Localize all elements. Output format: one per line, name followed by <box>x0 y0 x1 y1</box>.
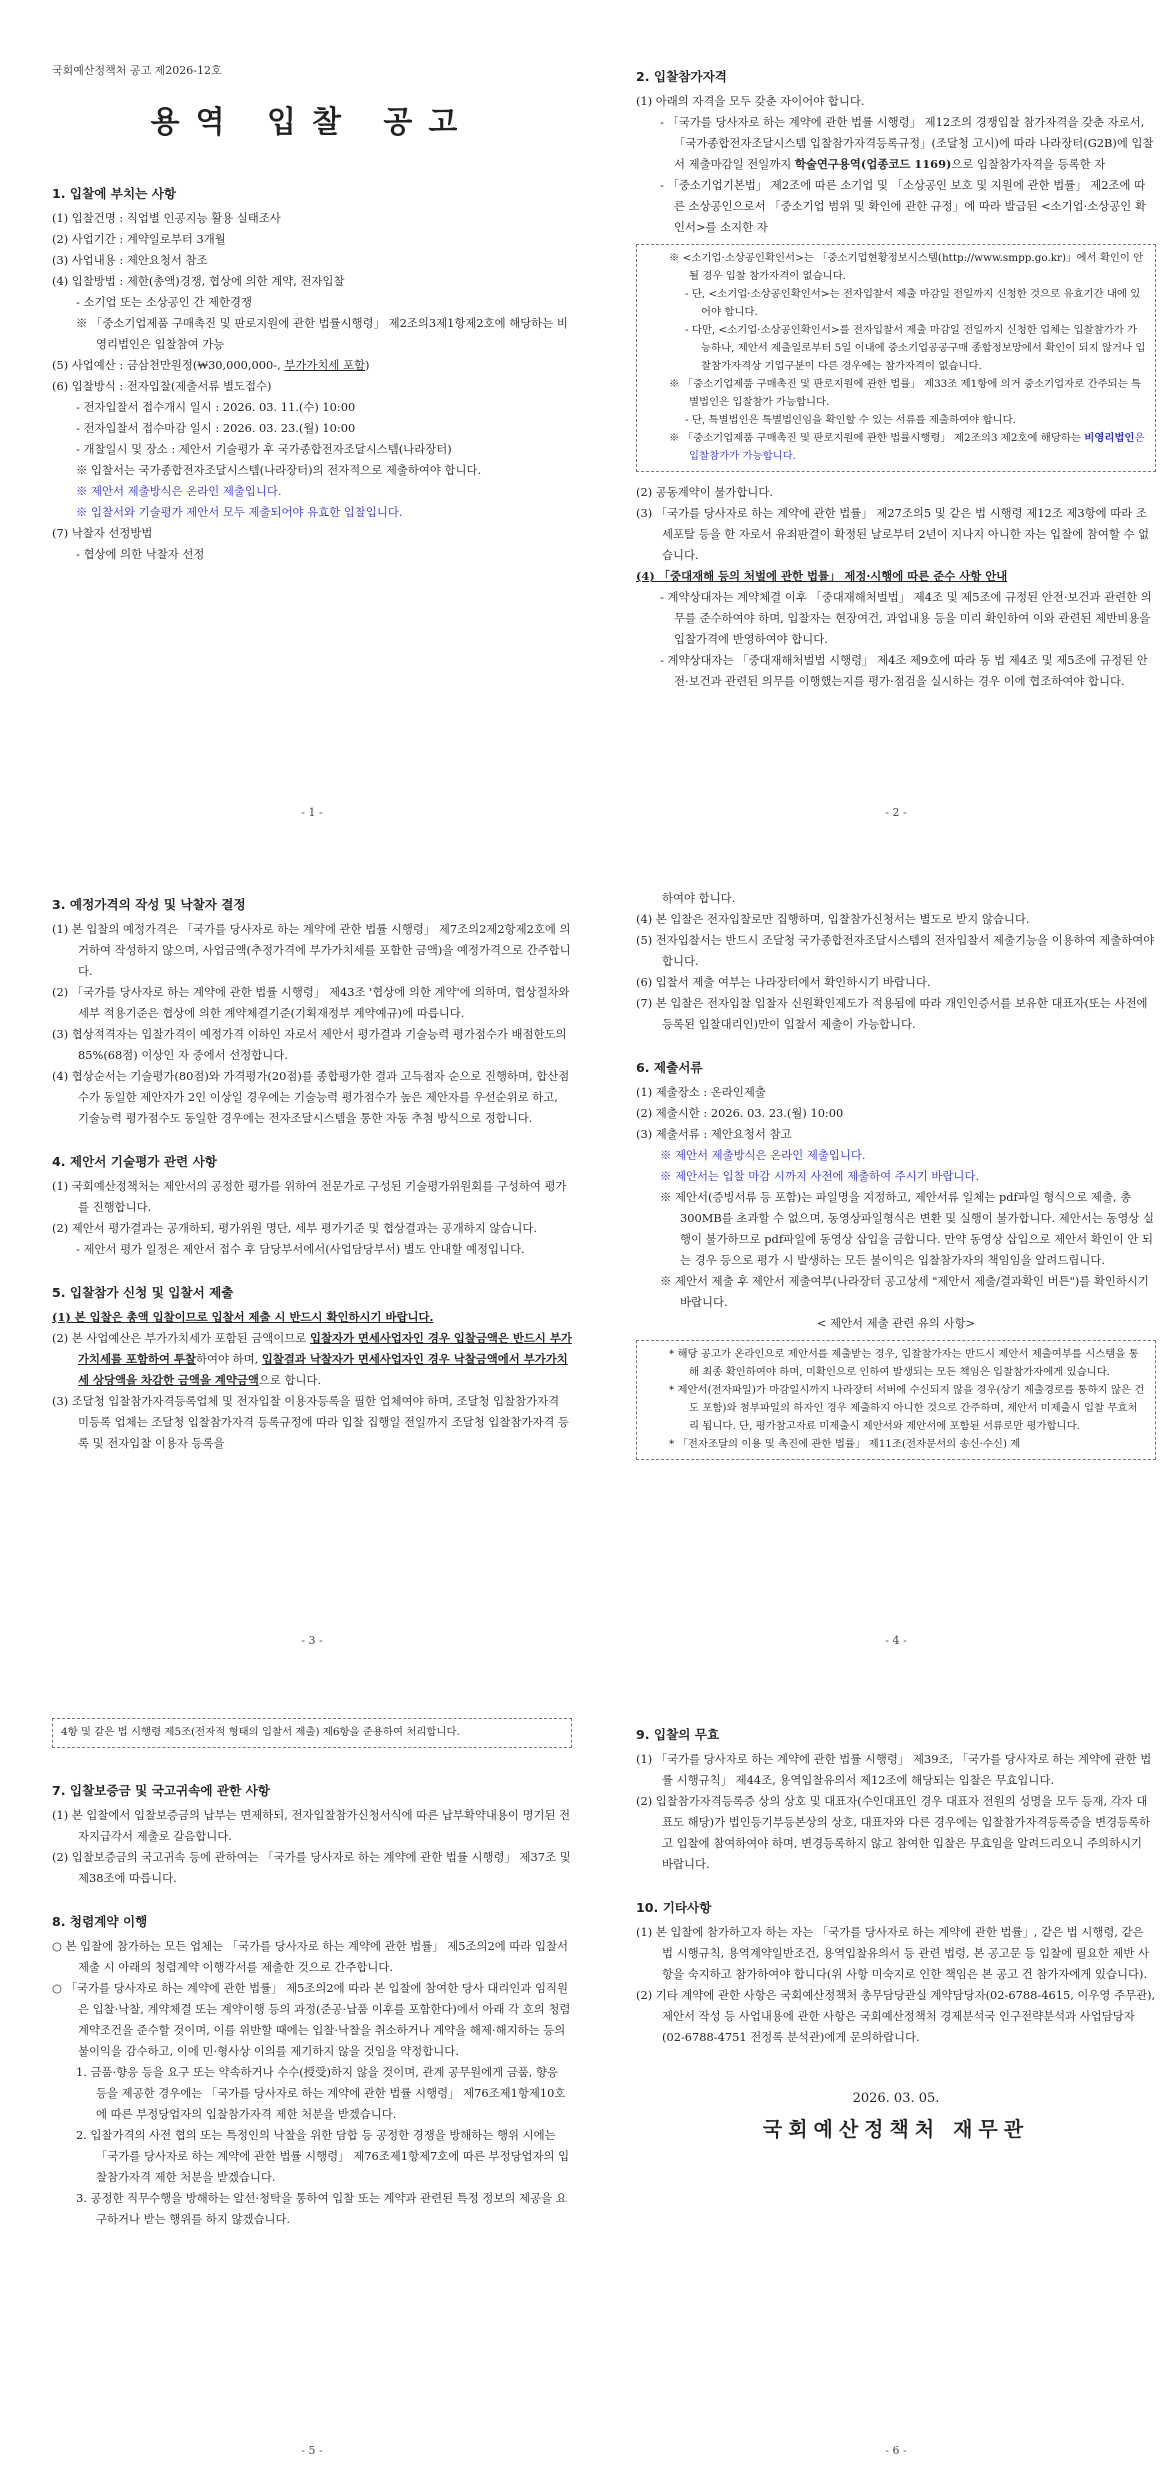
item-9-1: (1) 「국가를 당사자로 하는 계약에 관한 법률 시행령」 제39조, 「국가를 당사자로 하는 계약에 관한 법률 시행규칙」 제44조, 용역입찰유의서 제12조에 해당되는 입찰은 무효입니다. <box>636 1752 1152 1787</box>
nonprofit-end: 은 입찰참가가 가능합니다. <box>689 432 1145 462</box>
caution-3-continued: 4항 및 같은 법 시행령 제5조(전자적 형태의 입찰서 제출) 제6항을 준용하여 처리합니다. <box>61 1726 460 1738</box>
pledge-2: 2. 입찰가격의 사전 협의 또는 특정인의 낙찰을 위한 담합 등 공정한 경쟁을 방해하는 행위 시에는 「국가를 당사자로 하는 계약에 관한 법률 시행령」 제76조제1항제7호에 따른 부정당업자의 입찰참가자격 제한 처분을 받겠습니다. <box>76 2128 570 2184</box>
page-number: - 4 - <box>885 1634 907 1647</box>
section-3-heading: 3. 예정가격의 작성 및 낙찰자 결정 <box>52 897 246 912</box>
item-1-2: (2) 사업기간 : 계약일로부터 3개월 <box>52 232 226 246</box>
budget-text: (5) 사업예산 : 금삼천만원정(₩30,000,000-, <box>52 358 285 372</box>
item-8-1: ○ 본 입찰에 참가하는 모든 업체는 「국가를 당사자로 하는 계약에 관한 법률」 제5조의2에 따라 입찰서 제출 시 아래의 청렴계약 이행각서를 제출한 것으로 간주합니다. <box>52 1939 569 1974</box>
item-2-4-a: - 계약상대자는 계약체결 이후 「중대재해처벌법」 제4조 및 제5조에 규정된 안전·보건과 관련한 의무를 준수하여야 하며, 입찰자는 현장여건, 과업내용 등을 미리 확인하여 이와 관련된 제반비용을 입찰가격에 반영하여야 합니다. <box>660 590 1152 646</box>
item-10-2: (2) 기타 계약에 관한 사항은 국회예산정책처 총무담당관실 계약담당자(02-6788-4615, 이우영 주무관), 제안서 작성 등 사업내용에 관한 사항은 국회예산정책처 경제분석국 인구전략분석과 사업담당자(02-6788-4751 전정록 분석관)에게 문의하랍니다. <box>636 1988 1156 2044</box>
vat-included: 부가가치세 포함 <box>284 358 366 372</box>
page-number: - 3 - <box>301 1634 323 1647</box>
page-number: - 1 - <box>301 806 323 819</box>
vat-text: (2) 본 사업예산은 부가가치세가 포함된 금액이므로 <box>52 1331 310 1345</box>
item-3-3: (3) 협상적격자는 입찰가격이 예정가격 이하인 자로서 제안서 평가결과 기술능력 평가점수가 배점한도의 85%(68점) 이상인 자 중에서 선정합니다. <box>52 1027 567 1062</box>
caution-2: * 제안서(전자파일)가 마감일시까지 나라장터 서버에 수신되지 않을 경우(상기 제출경로를 통하지 않은 건도 포함)와 첨부파일의 하자인 경우 제출하지 아니한 것으로 간주하며, 제안서 미제출시 입찰 무효처리 됩니다. 단, 평가참고자료 미제출시 제안서와 제안서에 포함된 서류로만 평가합니다. <box>669 1384 1145 1432</box>
item-8-2: ○ 「국가를 당사자로 하는 계약에 관한 법률」 제5조의2에 따라 본 입찰에 참여한 당사 대리인과 임직원은 입찰·낙찰, 계약체결 또는 계약이행 등의 과정(준공·납품 이후를 포함한다)에서 아래 각 호의 청렴계약조건을 준수할 것이며, 이를 위반할 때에는 입찰·낙찰을 취소하거나 계약을 해제·해지하는 등의 불이익을 감수하고, 이에 민·형사상 이의를 제기하지 않을 것임을 약정합니다. <box>52 1981 571 2058</box>
page-2 <box>636 60 1156 819</box>
online-submission-note: ※ 제안서 제출방식은 온라인 제출입니다. <box>660 1148 866 1162</box>
qualification-text: - 「국가를 당사자로 하는 계약에 관한 법률 시행령」 제12조의 경쟁입찰 참가자격을 갖춘 자로서, 「국가종합전자조달시스템 입찰참가자격등록규정」(조달청 고시)에 따라 나라장터(G2B)에 입찰서 제출마감일 전일까지 <box>660 115 1154 171</box>
item-1-6-a: - 전자입찰서 접수개시 일시 : 2026. 03. 11.(수) 10:00 <box>76 400 356 414</box>
box-note-3: - 다만, <소기업·소상공인확인서>를 전자입찰서 제출 마감일 전일까지 신청한 업체는 입찰참가가 가능하나, 제안서 제출일로부터 5일 이내에 중소기업공공구매 종합정보망에서 확인이 되지 않거나 입찰참가자격상 기업구분이 다른 경우에는 참가자격이 없습니다. <box>685 324 1146 372</box>
service-code: 학술연구용역(업종코드 1169) <box>794 157 952 171</box>
box-note-4: ※ 「중소기업제품 구매촉진 및 판로지원에 관한 법률」 제33조 제1항에 의거 중소기업자로 간주되는 특별법인은 입찰참가 가능합니다. <box>669 378 1142 408</box>
item-5-3: (3) 조달청 입찰참가자격등록업체 및 전자입찰 이용자등록을 필한 업체여야 하며, 조달청 입찰참가자격 미등록 업체는 조달청 입찰참가자격 등록규정에 따라 입찰 집행일 전일까지 조달청 입찰참가자격 등록 및 전자입찰 이용자 등록을 <box>52 1394 569 1450</box>
item-5-2 <box>52 1328 572 1391</box>
item-3-1: (1) 본 입찰의 예정가격은 「국가를 당사자로 하는 계약에 관한 법률 시행령」 제7조의2제2항제2호에 의거하여 작성하지 않으며, 사업금액(추정가격에 부가가치세를 포함한 금액)을 예정가격으로 간주합니다. <box>52 922 571 978</box>
section-6-heading: 6. 제출서류 <box>636 1060 703 1075</box>
item-2-1: (1) 아래의 자격을 모두 갖춘 자이어야 합니다. <box>636 94 865 108</box>
item-3-2: (2) 「국가를 당사자로 하는 계약에 관한 법률 시행령」 제43조 '협상에 의한 계약'에 의하며, 협상절차와 세부 적용기준은 협상에 의한 계약체결기준(기획재정부 계약예규)에 따릅니다. <box>52 985 570 1020</box>
page-number: - 5 - <box>301 2444 323 2457</box>
item-1-4-note: ※ 「중소기업제품 구매촉진 및 판로지원에 관한 법률시행령」 제2조의3제1항제2호에 해당하는 비영리법인은 입찰참여 가능 <box>76 316 568 351</box>
valid-bid-note: ※ 입찰서와 기술평가 제안서 모두 제출되어야 유효한 입찰입니다. <box>76 505 403 519</box>
document-title: 용역 입찰 공고 <box>150 105 474 140</box>
item-2-4: (4) 「중대재해 등의 처벌에 관한 법률」 제정·시행에 따른 준수 사항 안내 <box>636 569 1008 583</box>
item-2-1-b: - 「중소기업기본법」 제2조에 따른 소기업 및 「소상공인 보호 및 지원에 관한 법률」 제2조에 따른 소상공인으로서 「중소기업 범위 및 확인에 관한 규정」에 따라 발급된 <소기업·소상공인 확인서>를 소지한 자 <box>660 178 1146 234</box>
continued-text: 하여야 합니다. <box>662 891 736 905</box>
box-note-5: - 단, 특별법인은 특별법인임을 확인할 수 있는 서류를 제출하여야 합니다. <box>685 414 1016 426</box>
caution-heading: < 제안서 제출 관련 유의 사항> <box>816 1316 976 1330</box>
caution-box-continued <box>52 1718 572 1748</box>
pledge-1: 1. 금품·향응 등을 요구 또는 약속하거나 수수(授受)하지 않을 것이며, 관계 공무원에게 금품, 향응 등을 제공한 경우에는 「국가를 당사자로 하는 계약에 관한 법률 시행령」 제76조제1항제10호에 따른 부정당업자의 입찰참가자격 제한 처분을 받겠습니다. <box>76 2065 566 2121</box>
issuing-authority: 국회예산정책처 재무관 <box>762 2117 1030 2141</box>
box-note-1: ※ <소기업·소상공인확인서>는 「중소기업현황정보시스템(http://www.smpp.go.kr)」에서 확인이 안 될 경우 입찰 참가자격이 없습니다. <box>669 252 1144 282</box>
item-2-2: (2) 공동계약이 불가합니다. <box>636 485 774 499</box>
page-1 <box>52 60 572 819</box>
qualification-text-end: 으로 입찰참가자격을 등록한 자 <box>951 157 1106 171</box>
section-2-heading: 2. 입찰참가자격 <box>636 69 727 84</box>
item-2-3: (3) 「국가를 당사자로 하는 계약에 관한 법률」 제27조의5 및 같은 법 시행령 제12조 제3항에 따라 조세포탈 등을 한 자로서 유죄판결이 확정된 날로부터 2년이 지나지 아니한 자는 입찰에 참여할 수 없습니다. <box>636 506 1150 562</box>
nonprofit-bold: 비영리법인 <box>1084 432 1135 444</box>
item-5-4: (4) 본 입찰은 전자입찰로만 집행하며, 입찰참가신청서는 별도로 받지 않습니다. <box>636 912 1030 926</box>
page-3 <box>52 888 572 1647</box>
item-1-6-c: - 개찰일시 및 장소 : 제안서 기술평가 후 국가종합전자조달시스템(나라장터) <box>76 442 452 456</box>
item-7-2: (2) 입찰보증금의 국고귀속 등에 관하여는 「국가를 당사자로 하는 계약에 관한 법률 시행령」 제37조 및 제38조에 따릅니다. <box>52 1850 571 1885</box>
notice-number: 국회예산정책처 공고 제2026-12호 <box>52 64 222 77</box>
box-note-6 <box>645 429 1147 465</box>
box-note-2: - 단, <소기업·소상공인확인서>는 전자입찰서 제출 마감일 전일까지 신청한 것으로 유효기간 내에 있어야 합니다. <box>685 288 1141 318</box>
early-submission-note: ※ 제안서는 입찰 마감 시까지 사전에 제출하여 주시기 바랍니다. <box>660 1169 980 1183</box>
item-1-6-b: - 전자입찰서 접수마감 일시 : 2026. 03. 23.(월) 10:00 <box>76 421 356 435</box>
section-8-heading: 8. 청렴계약 이행 <box>52 1914 148 1929</box>
item-6-1: (1) 제출장소 : 온라인제출 <box>636 1085 766 1099</box>
item-7-1: (1) 본 입찰에서 입찰보증금의 납부는 면제하되, 전자입찰참가신청서식에 따른 납부확약내용이 명기된 전자지급각서 제출로 갈음합니다. <box>52 1808 571 1843</box>
item-1-3: (3) 사업내용 : 제안요청서 참조 <box>52 253 208 267</box>
item-5-1: (1) 본 입찰은 총액 입찰이므로 입찰서 제출 시 반드시 확인하시기 바랍니다. <box>52 1310 434 1324</box>
pledge-3: 3. 공정한 직무수행을 방해하는 알선·청탁을 통하여 입찰 또는 계약과 관련된 특정 정보의 제공을 요구하거나 받는 행위를 하지 않겠습니다. <box>76 2191 567 2226</box>
item-4-1: (1) 국회예산정책처는 제안서의 공정한 평가를 위하여 전문가로 구성된 기술평가위원회를 구성하여 평가를 진행합니다. <box>52 1179 567 1214</box>
item-4-2-a: - 제안서 평가 일정은 제안서 접수 후 담당부서에서(사업담당부서) 별도 안내할 예정입니다. <box>76 1242 525 1256</box>
section-4-heading: 4. 제안서 기술평가 관련 사항 <box>52 1154 217 1169</box>
section-7-heading: 7. 입찰보증금 및 국고귀속에 관한 사항 <box>52 1783 270 1798</box>
vat-underline-2: 입찰결과 낙찰자가 면세사업자인 경우 낙찰금액에서 부가가치세 상당액을 차감한 금액을 계약금액 <box>78 1352 568 1387</box>
item-1-5 <box>52 355 572 376</box>
item-3-4: (4) 협상순서는 기술평가(80점)와 가격평가(20점)를 종합평가한 결과 고득점자 순으로 진행하며, 합산점수가 동일한 제안자가 2인 이상일 경우에는 기술능력 평가점수가 높은 제안자를 우선순위로 하고, 기술능력 평가점수도 동일한 경우에는 전자조달시스템을 통한 자동 추첨 방식으로 정합니다. <box>52 1069 570 1125</box>
item-1-4-a: - 소기업 또는 소상공인 간 제한경쟁 <box>76 295 253 309</box>
item-1-1: (1) 입찰건명 : 직업별 인공지능 활용 실태조사 <box>52 211 281 225</box>
item-5-5: (5) 전자입찰서는 반드시 조달청 국가종합전자조달시스템의 전자입찰서 제출기능을 이용하여 제출하여야 합니다. <box>636 933 1155 968</box>
section-10-heading: 10. 기타사항 <box>636 1900 712 1915</box>
item-1-6: (6) 입찰방식 : 전자입찰(제출서류 별도접수) <box>52 379 272 393</box>
page-5 <box>52 1718 572 2457</box>
item-5-7: (7) 본 입찰은 전자입찰 입찰자 신원확인제도가 적용됨에 따라 개인인증서를 보유한 대표자(또는 사전에 등록된 입찰대리인)만이 입찰서 제출이 가능합니다. <box>636 996 1148 1031</box>
vat-text-mid: 하여야 하며, <box>195 1352 262 1366</box>
item-6-2: (2) 제출시한 : 2026. 03. 23.(월) 10:00 <box>636 1106 844 1120</box>
item-1-7: (7) 낙찰자 선정방법 <box>52 526 153 540</box>
announcement-date: 2026. 03. 05. <box>852 2091 940 2106</box>
section-5-heading: 5. 입찰참가 신청 및 입찰서 제출 <box>52 1285 234 1300</box>
item-5-6: (6) 입찰서 제출 여부는 나라장터에서 확인하시기 바랍니다. <box>636 975 931 989</box>
confirmation-note: ※ 제안서 제출 후 제안서 제출여부(나라장터 공고상세 "제안서 제출/결과확인 버튼")를 확인하시기 바랍니다. <box>660 1274 1149 1309</box>
page-6 <box>636 1718 1156 2457</box>
qualification-notice-box <box>636 244 1156 472</box>
page-number: - 2 - <box>885 806 907 819</box>
section-1-heading: 1. 입찰에 부치는 사항 <box>52 186 177 201</box>
caution-1: * 해당 공고가 온라인으로 제안서를 제출받는 경우, 입찰참가자는 반드시 제안서 제출여부를 시스템을 통해 최종 확인하여야 하며, 미확인으로 인하여 발생되는 모든 책임은 입찰참가자에게 있습니다. <box>669 1348 1139 1378</box>
nonprofit-text: ※ 「중소기업제품 구매촉진 및 판로지원에 관한 법률시행령」 제2조의3 제2호에 해당하는 <box>669 432 1085 444</box>
caution-3: * 「전자조달의 이용 및 촉진에 관한 법률」 제11조(전자문서의 송신·수신) 제 <box>669 1438 1021 1450</box>
item-6-3: (3) 제출서류 : 제안요청서 참고 <box>636 1127 792 1141</box>
page-4 <box>636 888 1156 1647</box>
file-format-note: ※ 제안서(증빙서류 등 포함)는 파일명을 지정하고, 제안서류 일체는 pdf파일 형식으로 제출, 총 300MB를 초과할 수 없으며, 동영상파일형식은 변환 및 실행이 불가합니다. 제안서는 동영상 실행이 불가하므로 pdf파일에 동영상 삽입을 금합니다. 만약 동영상 삽입으로 제안서 확인이 안 되는 경우 등으로 평가 시 발생하는 모든 불이익은 입찰참가자의 책임임을 알려드립니다. <box>660 1190 1154 1267</box>
submission-caution-box <box>636 1340 1156 1460</box>
item-1-4: (4) 입찰방법 : 제한(총액)경쟁, 협상에 의한 계약, 전자입찰 <box>52 274 345 288</box>
item-1-6-note: ※ 입찰서는 국가종합전자조달시스템(나라장터)의 전자적으로 제출하여야 합니다. <box>76 463 482 477</box>
budget-close: ) <box>365 358 370 372</box>
item-9-2: (2) 입찰참가자격등록증 상의 상호 및 대표자(수인대표인 경우 대표자 전원의 성명을 모두 등재, 각자 대표도 해당)가 법인등기부등본상의 상호, 대표자와 다른 경우에는 입찰참가자격등록증을 변경등록하고 입찰에 참여하여야 하며, 변경등록하지 않고 참여한 입찰은 무효임을 알려드리오니 주의하시기 바랍니다. <box>636 1794 1151 1871</box>
item-2-4-b: - 계약상대자는 「중대재해처벌법 시행령」 제4조 제9호에 따라 동 법 제4조 및 제5조에 규정된 안전·보건과 관련된 의무를 이행했는지를 평가·점검을 실시하는 경우 이에 협조하여야 합니다. <box>660 653 1148 688</box>
item-1-7-a: - 협상에 의한 낙찰자 선정 <box>76 547 205 561</box>
section-9-heading: 9. 입찰의 무효 <box>636 1727 720 1742</box>
item-2-1-a <box>636 112 1156 175</box>
online-submission-note: ※ 제안서 제출방식은 온라인 제출입니다. <box>76 484 282 498</box>
vat-underline-1: 입찰자가 면세사업자인 경우 입찰금액은 반드시 부가가치세를 포함하여 투찰 <box>78 1331 572 1366</box>
item-4-2: (2) 제안서 평가결과는 공개하되, 평가위원 명단, 세부 평가기준 및 협상결과는 공개하지 않습니다. <box>52 1221 537 1235</box>
vat-text-end: 으로 합니다. <box>258 1373 322 1387</box>
item-10-1: (1) 본 입찰에 참가하고자 하는 자는 「국가를 당사자로 하는 계약에 관한 법률」, 같은 법 시행령, 같은 법 시행규칙, 용역계약일반조건, 용역입찰유의서 등 관련 법령, 본 공고문 등 입찰에 필요한 제반 사항을 숙지하고 참가하여야 합니다(위 사항 미숙지로 인한 책임은 본 공고 건 참가자에게 있습니다). <box>636 1925 1150 1981</box>
page-number: - 6 - <box>885 2444 907 2457</box>
